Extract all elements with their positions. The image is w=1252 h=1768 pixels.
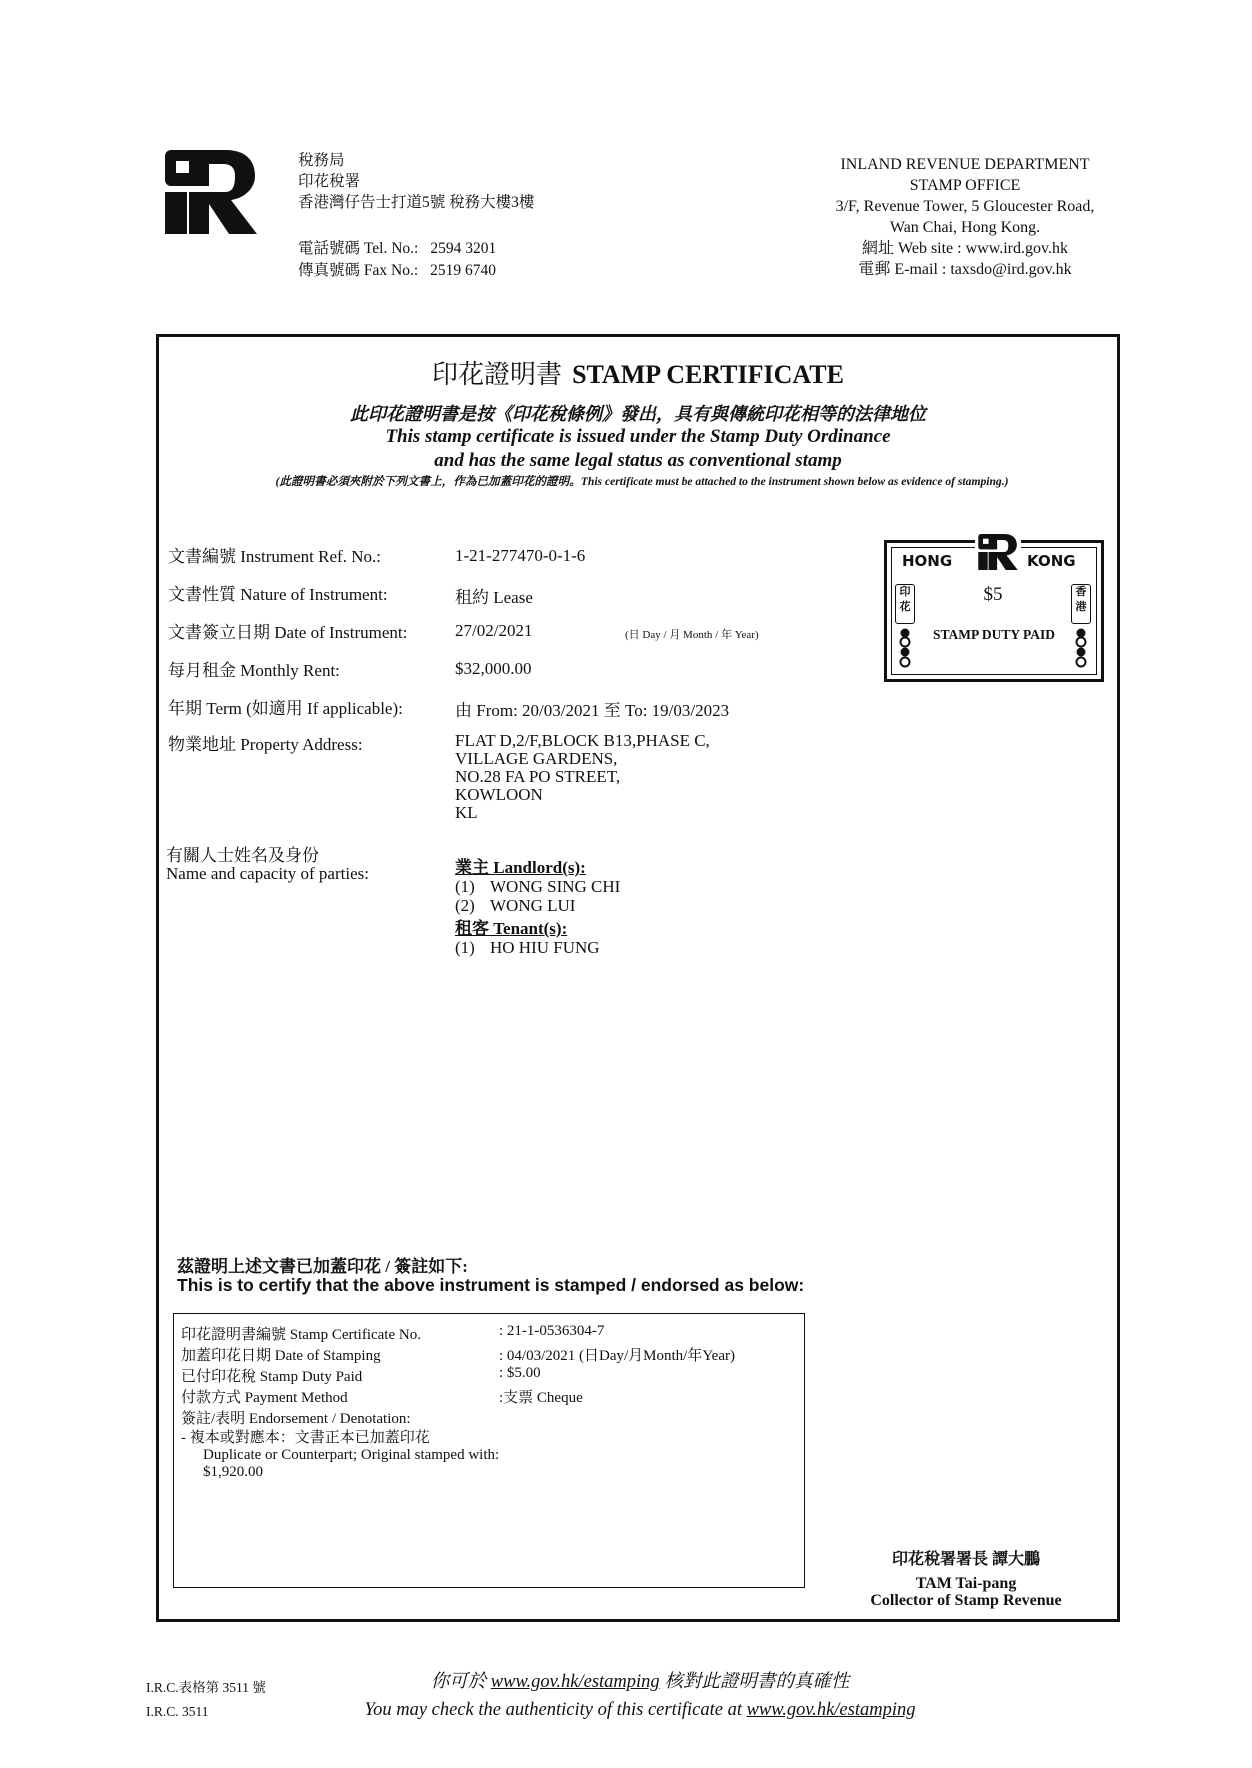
endorsement-text [181, 1430, 499, 1481]
party-name: WONG SING CHI [490, 877, 621, 896]
certificate-title [156, 354, 1120, 391]
parties-label [166, 847, 369, 883]
seal-left: 印花 [895, 584, 915, 624]
contact-block [298, 238, 496, 282]
address-line: KL [455, 803, 478, 822]
party-name: WONG LUI [490, 896, 576, 915]
tenant-header: 租客 Tenant(s): [455, 919, 568, 938]
duty-paid-value: : $5.00 [499, 1365, 541, 1381]
fax-value: 2519 6740 [430, 262, 497, 279]
stamp-ird-logo [975, 534, 1021, 570]
rent-value: $32,000.00 [455, 659, 532, 678]
collector-role: Collector of Stamp Revenue [870, 1592, 1062, 1609]
address-line: FLAT D,2/F,BLOCK B13,PHASE C, [455, 731, 710, 750]
date-format: (日 Day / 月 Month / 年 Year) [625, 629, 759, 641]
property-address [455, 732, 710, 822]
title-en: STAMP CERTIFICATE [572, 360, 844, 389]
stamp-hong: HONG [902, 552, 953, 570]
duty-paid-label: 已付印花稅 Stamp Duty Paid [181, 1369, 363, 1385]
nature-label: 文書性質 Nature of Instrument: [168, 585, 388, 604]
parties-label-cn: 有關人士姓名及身份 [166, 846, 319, 865]
stamping-date-value: : 04/03/2021 (日Day/月Month/年Year) [499, 1348, 735, 1364]
issued-en-line1: This stamp certificate is issued under the Stamp Duty Ordinance [385, 426, 891, 447]
email: 電郵 E-mail : taxsdo@ird.gov.hk [858, 261, 1072, 278]
term-label: 年期 Term (如適用 If applicable): [168, 699, 403, 718]
office-cn-block [298, 150, 534, 213]
landlord-header: 業主 Landlord(s): [455, 858, 586, 877]
stamp-office: STAMP OFFICE [909, 177, 1021, 194]
verify-note [300, 1668, 980, 1724]
endorse-line2: Duplicate or Counterpart; Original stamped with: [203, 1447, 500, 1463]
collector-name: TAM Tai-pang [915, 1575, 1017, 1592]
stamp-kong: KONG [1027, 552, 1076, 570]
title-cn: 印花證明書 [432, 360, 563, 389]
ref-value: 1-21-277470-0-1-6 [455, 546, 586, 565]
collector-title-cn: 印花稅署署長 譚大鵬 [891, 1551, 1040, 1568]
issued-statement-cn: 此印花證明書是按《印花稅條例》發出，具有與傳統印花相等的法律地位 [350, 404, 926, 424]
office-cn-line1: 稅務局 [298, 152, 345, 169]
cert-no-label: 印花證明書編號 Stamp Certificate No. [181, 1327, 421, 1343]
stamp-amount: $5 [983, 584, 1003, 605]
fax-label: 傳真號碼 Fax No.: [298, 262, 419, 279]
office-cn-line2: 印花稅署 [298, 173, 361, 190]
parties-list [455, 858, 620, 957]
ornament-right-icon [1075, 628, 1085, 668]
collector-signature-block [850, 1546, 1082, 1609]
attach-note: (此證明書必須夾附於下列文書上，作為已加蓋印花的證明。This certificate must be attached to the instrument shown below as evidence of stamping.) [275, 475, 1009, 488]
form-number-en: I.R.C. 3511 [146, 1704, 209, 1719]
date-value: 27/02/2021 [455, 621, 533, 640]
issued-en-line2: and has the same legal status as conventional stamp [434, 450, 842, 471]
address-line: NO.28 FA PO STREET, [455, 767, 621, 786]
website: 網址 Web site : www.ird.gov.hk [862, 240, 1068, 257]
landlord-entry [455, 877, 620, 896]
office-cn-line3: 香港灣仔告士打道5號 稅務大樓3樓 [298, 194, 535, 211]
parties-label-en: Name and capacity of parties: [166, 864, 369, 883]
issued-statement-en [156, 425, 1120, 473]
ird-logo [165, 150, 257, 234]
party-number: (1) [455, 877, 475, 896]
endorse-line1: - 複本或對應本：文書正本已加蓋印花 [181, 1430, 430, 1446]
date-label: 文書簽立日期 Date of Instrument: [168, 623, 408, 642]
address-line: KOWLOON [455, 785, 543, 804]
address-label: 物業地址 Property Address: [168, 735, 363, 754]
verify-link-cn[interactable]: www.gov.hk/estamping [490, 1672, 660, 1692]
term-value: 由 From: 20/03/2021 至 To: 19/03/2023 [455, 701, 730, 720]
address-line2: Wan Chai, Hong Kong. [889, 219, 1041, 236]
tel-value: 2594 3201 [430, 240, 497, 257]
payment-method-label: 付款方式 Payment Method [181, 1390, 348, 1406]
verify-cn-pre: 你可於 [430, 1672, 491, 1692]
rent-label: 每月租金 Monthly Rent: [168, 661, 340, 680]
ornament-left-icon [899, 628, 909, 668]
party-name: HO HIU FUNG [490, 938, 600, 957]
party-number: (1) [455, 938, 475, 957]
stamp-paid-text: STAMP DUTY PAID [932, 627, 1055, 642]
stamping-date-label: 加蓋印花日期 Date of Stamping [181, 1348, 381, 1364]
verify-en-pre: You may check the authenticity of this certificate at [364, 1700, 747, 1720]
endorsement-label: 簽註/表明 Endorsement / Denotation: [181, 1411, 411, 1427]
nature-value: 租約 Lease [455, 588, 533, 607]
endorse-line3: $1,920.00 [203, 1464, 263, 1480]
office-en-block [800, 154, 1130, 280]
tenant-entry [455, 938, 620, 957]
tel-label: 電話號碼 Tel. No.: [298, 240, 419, 257]
dept-name: INLAND REVENUE DEPARTMENT [840, 156, 1090, 173]
form-number-cn: I.R.C.表格第 3511 號 [146, 1680, 266, 1695]
verify-link-en[interactable]: www.gov.hk/estamping [746, 1700, 916, 1720]
form-number [146, 1676, 266, 1724]
seal-right: 香港 [1071, 584, 1091, 624]
party-number: (2) [455, 896, 475, 915]
address-line: VILLAGE GARDENS, [455, 749, 618, 768]
landlord-entry [455, 896, 620, 915]
payment-method-value: :支票 Cheque [499, 1390, 583, 1406]
ref-label: 文書編號 Instrument Ref. No.: [168, 547, 381, 566]
address-line1: 3/F, Revenue Tower, 5 Gloucester Road, [835, 198, 1095, 215]
verify-cn-post: 核對此證明書的真確性 [659, 1672, 850, 1692]
certify-statement-cn: 茲證明上述文書已加蓋印花 / 簽註如下: [177, 1257, 468, 1276]
certify-statement-en: This is to certify that the above instrument is stamped / endorsed as below: [177, 1275, 805, 1295]
cert-no-value: : 21-1-0536304-7 [499, 1323, 605, 1339]
